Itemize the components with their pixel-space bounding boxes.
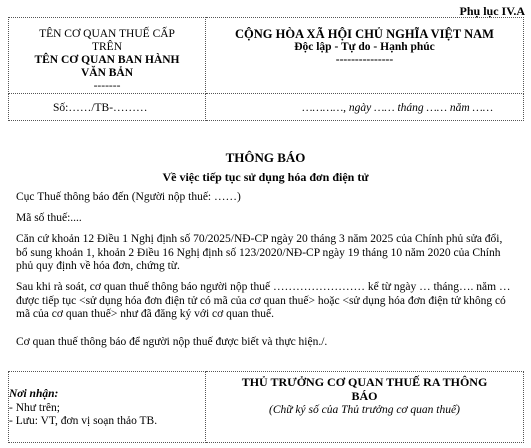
appendix-label: Phụ lục IV.A <box>459 4 525 18</box>
closing-line: Cơ quan thuế thông báo để người nộp thuế được biết và thực hiện./. <box>16 336 328 348</box>
agency-block <box>9 18 206 94</box>
signer-note: (Chữ ký số của Thủ trưởng cơ quan thuế) <box>269 404 460 416</box>
notice-title: THÔNG BÁO <box>225 150 306 165</box>
upper-agency-line1: TÊN CƠ QUAN THUẾ CẤP <box>39 28 175 40</box>
document-header-table <box>8 17 524 121</box>
upper-agency-line2: TRÊN <box>91 41 123 53</box>
recipient-line: Cục Thuế thông báo đến (Người nộp thuế: ……) <box>16 191 241 203</box>
notice-subtitle: Về việc tiếp tục sử dụng hóa đơn điện tử <box>162 170 369 184</box>
nation-motto: Độc lập - Tự do - Hạnh phúc <box>294 41 435 53</box>
recipient-item: - Lưu: VT, đơn vị soạn thảo TB. <box>9 415 158 427</box>
agency-separator: ------- <box>93 80 121 92</box>
place-date-line: …………, ngày …… tháng …… năm …… <box>302 102 493 114</box>
motto-separator: --------------- <box>335 54 394 66</box>
review-result-paragraph: Sau khi rà soát, cơ quan thuế thông báo người nộp thuế …………………… kể từ ngày … tháng…. năm … được tiếp tục <sử dụng hóa đơn điện tử có mã của cơ quan thuế> hoặc <sử dụng hóa đơn điện tử không có mã của cơ quan thuế> như đã đăng ký với cơ quan thuế. <box>16 281 511 321</box>
recipients-block <box>9 372 206 443</box>
doc-number-cell <box>9 94 206 121</box>
nation-block <box>206 18 524 94</box>
nation-name: CỘNG HÒA XÃ HỘI CHỦ NGHĨA VIỆT NAM <box>235 27 494 41</box>
signer-title: THỦ TRƯỞNG CƠ QUAN THUẾ RA THÔNG BÁO <box>241 375 488 403</box>
signer-block <box>206 372 524 443</box>
issuing-agency-line1: TÊN CƠ QUAN BAN HÀNH <box>34 54 180 66</box>
signature-table <box>8 371 524 443</box>
tax-code-line: Mã số thuế:.... <box>16 212 82 224</box>
recipients-label: Nơi nhận: <box>9 388 59 400</box>
recipient-item: - Như trên; <box>9 401 60 414</box>
legal-basis-paragraph: Căn cứ khoản 12 Điều 1 Nghị định số 70/2025/NĐ-CP ngày 20 tháng 3 năm 2025 của Chính phủ sửa đổi, bổ sung khoản 1, khoản 2 Điều 16 Nghị định số 123/2020/NĐ-CP ngày 19 tháng 10 năm 2020 của Chính phủ quy định về hóa đơn, chứng từ. <box>16 233 503 273</box>
date-cell <box>206 94 524 121</box>
doc-number: Số:……/TB-……… <box>53 102 148 114</box>
issuing-agency-line2: VĂN BẢN <box>80 67 134 79</box>
